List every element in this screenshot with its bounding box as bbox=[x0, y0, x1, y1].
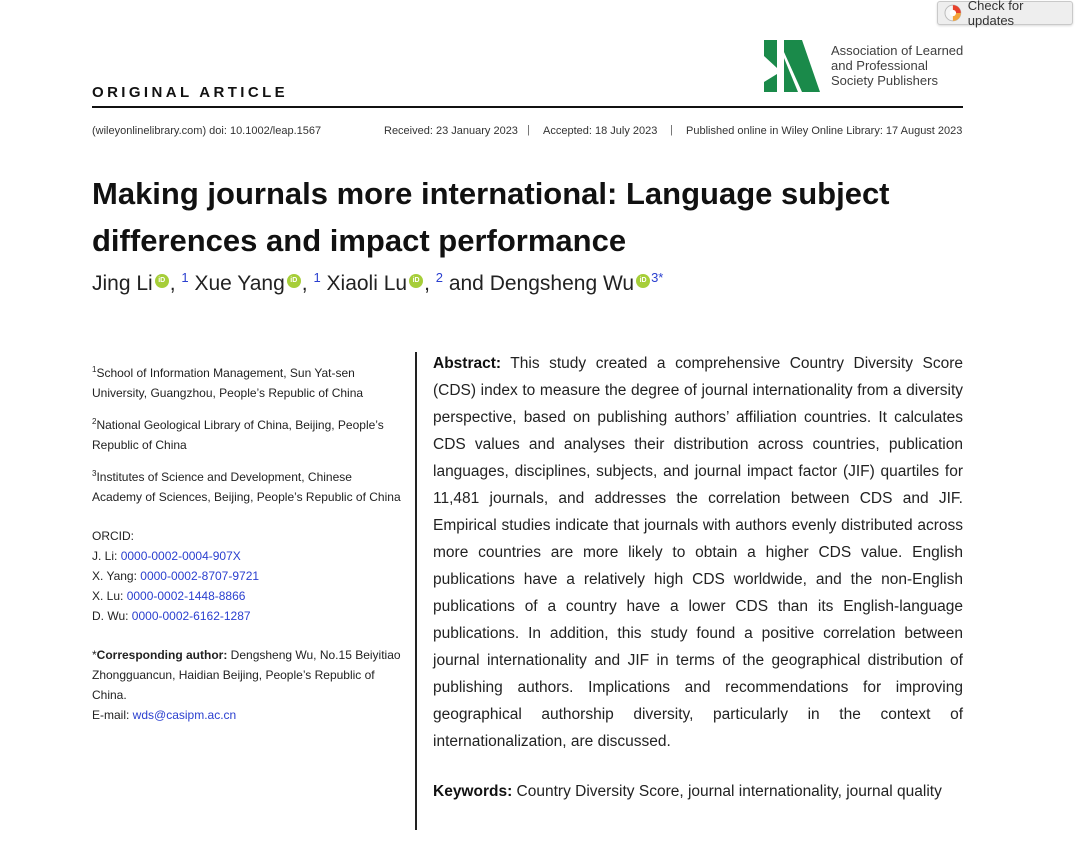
affiliation-text: School of Information Management, Sun Yat-sen University, Guangzhou, People’s Republic of China bbox=[92, 366, 364, 400]
affiliation-number: 1 bbox=[92, 365, 97, 374]
affiliation bbox=[92, 464, 402, 507]
email-link[interactable]: wds@casipm.ac.cn bbox=[132, 708, 237, 722]
author-separator: , bbox=[169, 272, 182, 295]
orcid-link[interactable]: 0000-0002-0004-907X bbox=[120, 549, 241, 563]
column-divider bbox=[415, 352, 417, 830]
corresponding-star: * bbox=[92, 648, 97, 662]
author-affiliation-ref[interactable]: 2 bbox=[435, 270, 443, 285]
article-type-label: ORIGINAL ARTICLE bbox=[92, 84, 289, 101]
orcid-author: X. Yang: bbox=[92, 569, 141, 583]
affiliation-text: Institutes of Science and Development, Chinese Academy of Sciences, Beijing, People’s Republic of China bbox=[92, 470, 401, 504]
keywords bbox=[433, 778, 963, 805]
author-name: Jing Li bbox=[92, 272, 153, 295]
published-date: Published online in Wiley Online Library: 17 August 2023 bbox=[686, 125, 963, 137]
orcid-author: D. Wu: bbox=[92, 609, 132, 623]
orcid-entry bbox=[92, 566, 402, 586]
keywords-text: Country Diversity Score, journal internationality, journal quality bbox=[512, 783, 942, 800]
article-title: Making journals more international: Language subject differences and impact performance bbox=[92, 176, 890, 258]
affiliation-text: National Geological Library of China, Beijing, People’s Republic of China bbox=[92, 418, 384, 452]
publisher-line: and Professional bbox=[831, 58, 928, 73]
orcid-section bbox=[92, 526, 402, 626]
author-name: Xue Yang bbox=[194, 272, 285, 295]
meta-separator: | bbox=[527, 124, 530, 136]
check-updates-label: Check for updates bbox=[967, 0, 1024, 28]
orcid-link[interactable]: 0000-0002-1448-8866 bbox=[126, 589, 246, 603]
abstract-label: Abstract: bbox=[433, 355, 502, 372]
corresponding-text: Dengsheng Wu, No.15 Beiyitiao Zhongguancun, Haidian Beijing, People’s Republic of China. bbox=[92, 648, 401, 702]
keywords-label: Keywords: bbox=[433, 783, 513, 800]
orcid-icon[interactable] bbox=[409, 274, 423, 288]
author-name: Xiaoli Lu bbox=[326, 272, 408, 295]
orcid-entry bbox=[92, 546, 402, 566]
affiliation bbox=[92, 412, 402, 455]
accepted-date: Accepted: 18 July 2023 bbox=[543, 125, 658, 137]
check-for-updates-button[interactable] bbox=[937, 0, 1073, 28]
orcid-entry bbox=[92, 586, 402, 606]
author-affiliation-ref[interactable]: 3* bbox=[651, 270, 664, 285]
header-rule bbox=[92, 106, 963, 108]
affiliations-column bbox=[92, 360, 402, 725]
publisher-line: Society Publishers bbox=[831, 73, 938, 88]
orcid-icon[interactable] bbox=[636, 274, 650, 288]
author-list bbox=[92, 270, 663, 296]
author-affiliation-ref[interactable]: 1 bbox=[181, 270, 189, 285]
affiliation-number: 3 bbox=[92, 469, 97, 478]
orcid-icon[interactable] bbox=[287, 274, 301, 288]
publisher-name bbox=[831, 43, 963, 88]
author-affiliation-ref[interactable]: 1 bbox=[313, 270, 321, 285]
affiliation-number: 2 bbox=[92, 417, 97, 426]
alpsp-logo-icon bbox=[764, 40, 820, 92]
email-label: E-mail: bbox=[92, 708, 133, 722]
abstract bbox=[433, 350, 963, 755]
orcid-icon[interactable] bbox=[155, 274, 169, 288]
corresponding-label: Corresponding author: bbox=[96, 648, 228, 662]
crossmark-icon bbox=[944, 4, 962, 22]
orcid-link[interactable]: 0000-0002-6162-1287 bbox=[131, 609, 251, 623]
author-separator: , bbox=[301, 272, 314, 295]
orcid-author: J. Li: bbox=[92, 549, 121, 563]
orcid-author: X. Lu: bbox=[92, 589, 127, 603]
author-separator: , bbox=[424, 272, 436, 295]
abstract-text: This study created a comprehensive Country Diversity Score (CDS) index to measure the degree of journal internationality from a diversity perspective, based on publishing authors’ affiliation countries. It calculates CDS values and analyses their distribution across countries, publication languages, disciplines, subjects, and journal impact factor (JIF) quartiles for 11,481 journals, and addresses the correlation between CDS and JIF. Empirical studies indicate that journals with authors evenly distributed across more countries are more likely to obtain a higher CDS value. English publications have a relatively high CDS worldwide, and the non-English publications of a country have a lower CDS than its English-language publications. In addition, this study found a positive correlation between journal internationality and JIF in terms of the geographical distribution of publishing authors. Implications and recommendations for improving geographical authorship diversity, particularly in the context of internationalization, are discussed. bbox=[433, 355, 963, 750]
orcid-entry bbox=[92, 606, 402, 626]
author-name: and Dengsheng Wu bbox=[448, 272, 635, 295]
orcid-heading: ORCID: bbox=[92, 529, 134, 543]
publisher-line: Association of Learned bbox=[831, 43, 964, 58]
affiliation bbox=[92, 360, 402, 403]
meta-separator: | bbox=[670, 124, 673, 136]
doi-text: (wileyonlinelibrary.com) doi: 10.1002/leap.1567 bbox=[92, 125, 322, 137]
orcid-link[interactable]: 0000-0002-8707-9721 bbox=[140, 569, 260, 583]
corresponding-author bbox=[92, 645, 402, 725]
received-date: Received: 23 January 2023 bbox=[384, 125, 518, 137]
